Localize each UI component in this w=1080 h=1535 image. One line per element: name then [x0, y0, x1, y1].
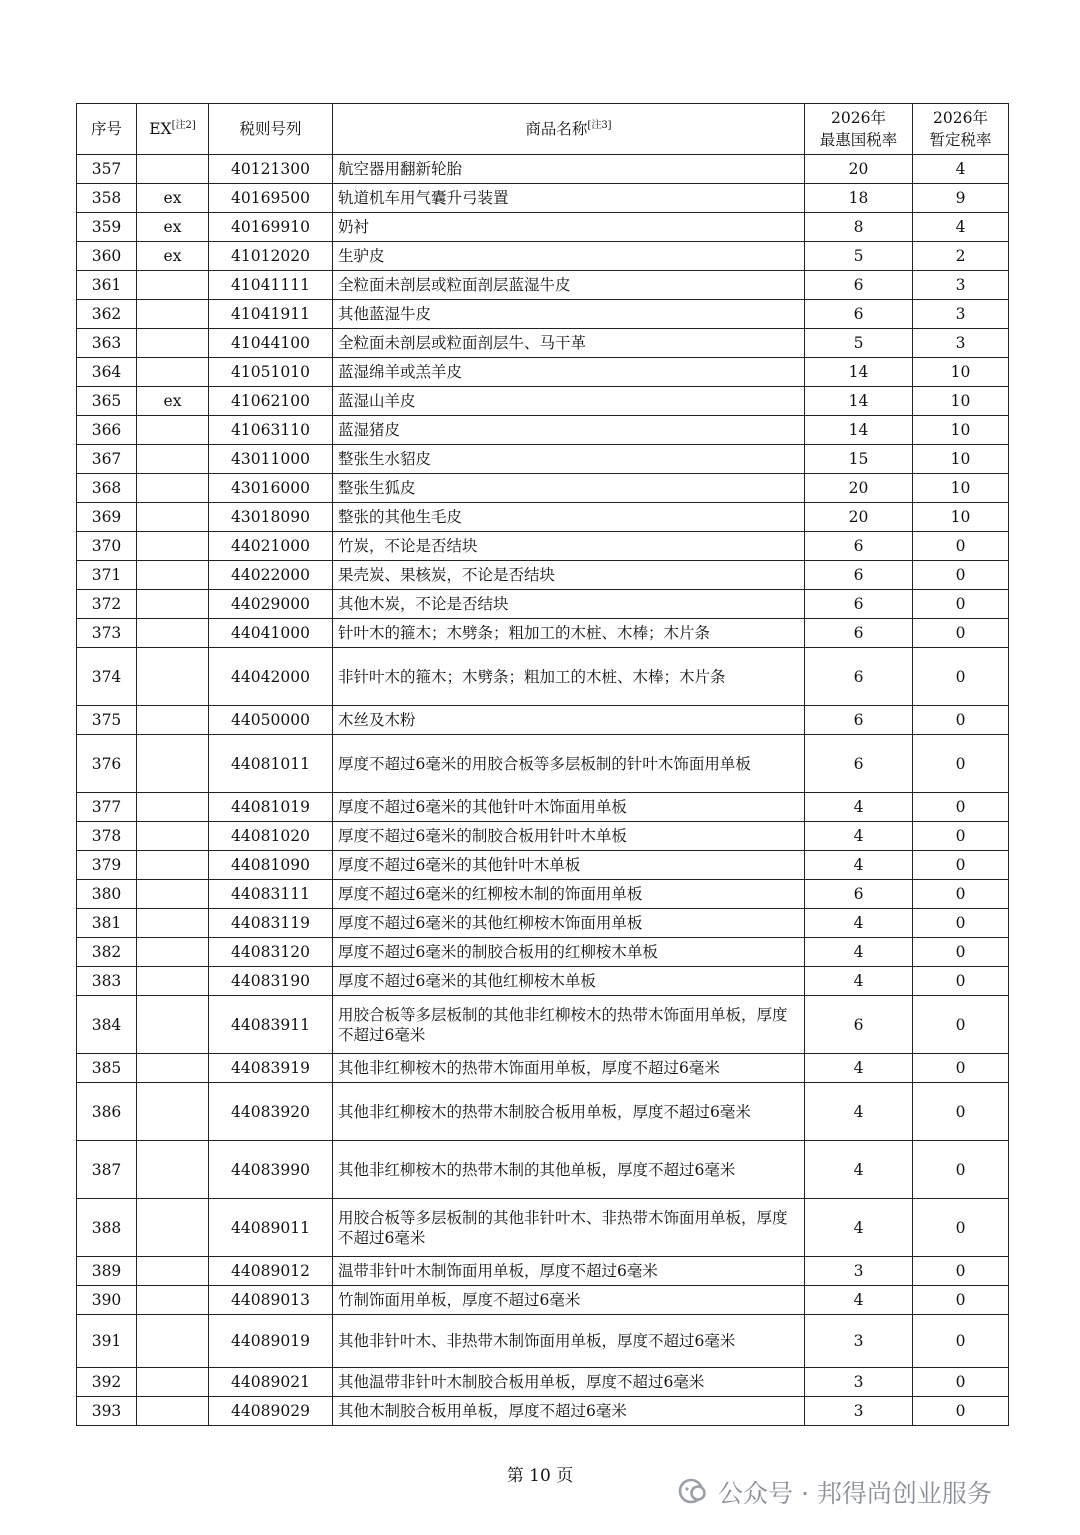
- cell-provisional-rate: 0: [913, 1199, 1009, 1257]
- table-row: [77, 503, 1009, 532]
- cell-code: 41041911: [209, 300, 333, 329]
- table-row: [77, 474, 1009, 503]
- cell-ex: [137, 1397, 209, 1426]
- table-row: [77, 213, 1009, 242]
- ex-note: [注2]: [171, 120, 196, 131]
- cell-ex: [137, 271, 209, 300]
- cell-index: 386: [77, 1083, 137, 1141]
- header-mfn-rate: 2026年 最惠国税率: [805, 104, 913, 155]
- cell-name: 航空器用翻新轮胎: [333, 155, 805, 184]
- cell-index: 367: [77, 445, 137, 474]
- cell-provisional-rate: 0: [913, 1054, 1009, 1083]
- header-row: [77, 104, 1009, 155]
- cell-index: 357: [77, 155, 137, 184]
- cell-index: 371: [77, 561, 137, 590]
- cell-code: 44083919: [209, 1054, 333, 1083]
- cell-provisional-rate: 4: [913, 155, 1009, 184]
- cell-ex: [137, 880, 209, 909]
- cell-code: 44083190: [209, 967, 333, 996]
- cell-ex: [137, 1257, 209, 1286]
- cell-provisional-rate: 9: [913, 184, 1009, 213]
- table-row: [77, 1083, 1009, 1141]
- cell-name: 针叶木的箍木；木劈条；粗加工的木桩、木棒；木片条: [333, 619, 805, 648]
- cell-index: 387: [77, 1141, 137, 1199]
- cell-code: 44081020: [209, 822, 333, 851]
- cell-name: 其他木制胶合板用单板，厚度不超过6毫米: [333, 1397, 805, 1426]
- cell-ex: [137, 155, 209, 184]
- cell-mfn-rate: 4: [805, 1286, 913, 1315]
- table-row: [77, 329, 1009, 358]
- cell-name: 厚度不超过6毫米的其他红柳桉木饰面用单板: [333, 909, 805, 938]
- cell-mfn-rate: 14: [805, 416, 913, 445]
- cell-mfn-rate: 6: [805, 735, 913, 793]
- cell-mfn-rate: 6: [805, 648, 913, 706]
- cell-mfn-rate: 6: [805, 300, 913, 329]
- cell-index: 368: [77, 474, 137, 503]
- table-row: [77, 619, 1009, 648]
- cell-ex: [137, 1083, 209, 1141]
- cell-mfn-rate: 4: [805, 1054, 913, 1083]
- cell-mfn-rate: 20: [805, 155, 913, 184]
- cell-index: 362: [77, 300, 137, 329]
- cell-provisional-rate: 0: [913, 706, 1009, 735]
- cell-index: 361: [77, 271, 137, 300]
- table-row: [77, 706, 1009, 735]
- cell-ex: [137, 532, 209, 561]
- cell-ex: [137, 822, 209, 851]
- cell-mfn-rate: 14: [805, 387, 913, 416]
- cell-name: 用胶合板等多层板制的其他非针叶木、非热带木饰面用单板，厚度不超过6毫米: [333, 1199, 805, 1257]
- cell-mfn-rate: 6: [805, 271, 913, 300]
- cell-index: 363: [77, 329, 137, 358]
- wechat-official-account-icon: [678, 1478, 710, 1506]
- header-ex: EX[注2]: [137, 104, 209, 155]
- cell-provisional-rate: 3: [913, 271, 1009, 300]
- table-row: [77, 938, 1009, 967]
- cell-code: 41012020: [209, 242, 333, 271]
- header-name: 商品名称[注3]: [333, 104, 805, 155]
- cell-name: 温带非针叶木制饰面用单板，厚度不超过6毫米: [333, 1257, 805, 1286]
- cell-ex: [137, 590, 209, 619]
- cell-name: 其他温带非针叶木制胶合板用单板，厚度不超过6毫米: [333, 1368, 805, 1397]
- cell-ex: [137, 1199, 209, 1257]
- table-row: [77, 1199, 1009, 1257]
- cell-ex: [137, 938, 209, 967]
- cell-mfn-rate: 4: [805, 909, 913, 938]
- table-row: [77, 561, 1009, 590]
- cell-code: 44089012: [209, 1257, 333, 1286]
- cell-provisional-rate: 10: [913, 416, 1009, 445]
- cell-ex: [137, 300, 209, 329]
- cell-mfn-rate: 8: [805, 213, 913, 242]
- cell-provisional-rate: 0: [913, 996, 1009, 1054]
- cell-index: 375: [77, 706, 137, 735]
- table-row: [77, 822, 1009, 851]
- cell-code: 44083990: [209, 1141, 333, 1199]
- cell-name: 生驴皮: [333, 242, 805, 271]
- table-row: [77, 1286, 1009, 1315]
- cell-code: 44021000: [209, 532, 333, 561]
- cell-ex: [137, 851, 209, 880]
- cell-mfn-rate: 4: [805, 1199, 913, 1257]
- cell-name: 其他非红柳桉木的热带木制胶合板用单板，厚度不超过6毫米: [333, 1083, 805, 1141]
- cell-code: 41062100: [209, 387, 333, 416]
- table-row: [77, 1397, 1009, 1426]
- cell-provisional-rate: 4: [913, 213, 1009, 242]
- cell-mfn-rate: 6: [805, 996, 913, 1054]
- cell-mfn-rate: 15: [805, 445, 913, 474]
- cell-name: 全粒面未剖层或粒面剖层蓝湿牛皮: [333, 271, 805, 300]
- cell-index: 379: [77, 851, 137, 880]
- watermark: [678, 1474, 992, 1510]
- table-row: [77, 793, 1009, 822]
- cell-name: 非针叶木的箍木；木劈条；粗加工的木桩、木棒；木片条: [333, 648, 805, 706]
- cell-code: 44081090: [209, 851, 333, 880]
- cell-name: 其他非红柳桉木的热带木饰面用单板，厚度不超过6毫米: [333, 1054, 805, 1083]
- table-row: [77, 590, 1009, 619]
- cell-name: 厚度不超过6毫米的制胶合板用针叶木单板: [333, 822, 805, 851]
- cell-name: 其他木炭，不论是否结块: [333, 590, 805, 619]
- cell-provisional-rate: 3: [913, 300, 1009, 329]
- cell-mfn-rate: 6: [805, 561, 913, 590]
- table-row: [77, 1368, 1009, 1397]
- table-row: [77, 358, 1009, 387]
- cell-name: 全粒面未剖层或粒面剖层牛、马干革: [333, 329, 805, 358]
- cell-provisional-rate: 0: [913, 1368, 1009, 1397]
- cell-code: 44089021: [209, 1368, 333, 1397]
- cell-ex: [137, 445, 209, 474]
- cell-index: 370: [77, 532, 137, 561]
- cell-index: 381: [77, 909, 137, 938]
- cell-code: 44022000: [209, 561, 333, 590]
- cell-provisional-rate: 0: [913, 967, 1009, 996]
- cell-ex: [137, 1286, 209, 1315]
- cell-provisional-rate: 0: [913, 822, 1009, 851]
- cell-mfn-rate: 4: [805, 1083, 913, 1141]
- cell-code: 41044100: [209, 329, 333, 358]
- cell-name: 厚度不超过6毫米的制胶合板用的红柳桉木单板: [333, 938, 805, 967]
- cell-code: 43011000: [209, 445, 333, 474]
- cell-index: 372: [77, 590, 137, 619]
- header-code: 税则号列: [209, 104, 333, 155]
- cell-provisional-rate: 0: [913, 938, 1009, 967]
- cell-ex: [137, 1141, 209, 1199]
- table-row: [77, 996, 1009, 1054]
- table-row: [77, 300, 1009, 329]
- cell-index: 392: [77, 1368, 137, 1397]
- cell-index: 359: [77, 213, 137, 242]
- cell-provisional-rate: 0: [913, 1286, 1009, 1315]
- cell-code: 44081019: [209, 793, 333, 822]
- cell-name: 竹炭，不论是否结块: [333, 532, 805, 561]
- cell-index: 380: [77, 880, 137, 909]
- header-index: 序号: [77, 104, 137, 155]
- cell-name: 其他蓝湿牛皮: [333, 300, 805, 329]
- cell-provisional-rate: 0: [913, 909, 1009, 938]
- cell-code: 44089013: [209, 1286, 333, 1315]
- cell-mfn-rate: 3: [805, 1315, 913, 1368]
- cell-name: 蓝湿猪皮: [333, 416, 805, 445]
- cell-ex: [137, 967, 209, 996]
- cell-name: 木丝及木粉: [333, 706, 805, 735]
- cell-mfn-rate: 3: [805, 1368, 913, 1397]
- cell-index: 382: [77, 938, 137, 967]
- cell-index: 358: [77, 184, 137, 213]
- table-row: [77, 416, 1009, 445]
- cell-index: 378: [77, 822, 137, 851]
- cell-code: 44083120: [209, 938, 333, 967]
- cell-provisional-rate: 0: [913, 1397, 1009, 1426]
- cell-provisional-rate: 0: [913, 1083, 1009, 1141]
- cell-name: 其他非针叶木、非热带木制饰面用单板，厚度不超过6毫米: [333, 1315, 805, 1368]
- cell-name: 整张生狐皮: [333, 474, 805, 503]
- cell-mfn-rate: 4: [805, 793, 913, 822]
- cell-index: 388: [77, 1199, 137, 1257]
- cell-ex: [137, 1368, 209, 1397]
- cell-index: 373: [77, 619, 137, 648]
- cell-provisional-rate: 0: [913, 1141, 1009, 1199]
- cell-ex: ex: [137, 184, 209, 213]
- cell-provisional-rate: 0: [913, 561, 1009, 590]
- cell-code: 44083920: [209, 1083, 333, 1141]
- cell-code: 40169910: [209, 213, 333, 242]
- cell-mfn-rate: 6: [805, 619, 913, 648]
- cell-name: 厚度不超过6毫米的用胶合板等多层板制的针叶木饰面用单板: [333, 735, 805, 793]
- cell-mfn-rate: 6: [805, 880, 913, 909]
- cell-code: 44083911: [209, 996, 333, 1054]
- name-note: [注3]: [587, 120, 612, 131]
- cell-provisional-rate: 10: [913, 387, 1009, 416]
- cell-mfn-rate: 4: [805, 822, 913, 851]
- cell-ex: [137, 735, 209, 793]
- cell-code: 44081011: [209, 735, 333, 793]
- table-row: [77, 532, 1009, 561]
- cell-ex: [137, 996, 209, 1054]
- cell-code: 44050000: [209, 706, 333, 735]
- cell-code: 44083111: [209, 880, 333, 909]
- cell-name: 其他非红柳桉木的热带木制的其他单板，厚度不超过6毫米: [333, 1141, 805, 1199]
- cell-index: 376: [77, 735, 137, 793]
- cell-provisional-rate: 10: [913, 474, 1009, 503]
- cell-provisional-rate: 0: [913, 880, 1009, 909]
- table-row: [77, 155, 1009, 184]
- cell-ex: [137, 474, 209, 503]
- cell-mfn-rate: 5: [805, 329, 913, 358]
- cell-provisional-rate: 0: [913, 1315, 1009, 1368]
- cell-ex: [137, 793, 209, 822]
- cell-index: 391: [77, 1315, 137, 1368]
- cell-mfn-rate: 5: [805, 242, 913, 271]
- cell-ex: [137, 1054, 209, 1083]
- cell-mfn-rate: 4: [805, 851, 913, 880]
- cell-code: 41063110: [209, 416, 333, 445]
- cell-mfn-rate: 3: [805, 1397, 913, 1426]
- cell-name: 奶衬: [333, 213, 805, 242]
- cell-code: 44089011: [209, 1199, 333, 1257]
- cell-ex: [137, 503, 209, 532]
- table-row: [77, 880, 1009, 909]
- cell-ex: [137, 329, 209, 358]
- cell-ex: [137, 706, 209, 735]
- cell-name: 蓝湿山羊皮: [333, 387, 805, 416]
- cell-mfn-rate: 6: [805, 532, 913, 561]
- cell-provisional-rate: 0: [913, 851, 1009, 880]
- cell-code: 43016000: [209, 474, 333, 503]
- cell-code: 44041000: [209, 619, 333, 648]
- cell-code: 40169500: [209, 184, 333, 213]
- table-row: [77, 648, 1009, 706]
- cell-mfn-rate: 3: [805, 1257, 913, 1286]
- cell-mfn-rate: 4: [805, 967, 913, 996]
- cell-index: 360: [77, 242, 137, 271]
- cell-name: 竹制饰面用单板，厚度不超过6毫米: [333, 1286, 805, 1315]
- cell-mfn-rate: 20: [805, 474, 913, 503]
- cell-ex: [137, 909, 209, 938]
- table-row: [77, 271, 1009, 300]
- cell-index: 383: [77, 967, 137, 996]
- cell-name: 整张生水貂皮: [333, 445, 805, 474]
- table-row: [77, 735, 1009, 793]
- cell-code: 44029000: [209, 590, 333, 619]
- cell-mfn-rate: 4: [805, 938, 913, 967]
- cell-provisional-rate: 10: [913, 358, 1009, 387]
- table-row: [77, 242, 1009, 271]
- cell-index: 369: [77, 503, 137, 532]
- cell-provisional-rate: 0: [913, 735, 1009, 793]
- cell-mfn-rate: 4: [805, 1141, 913, 1199]
- page-number: 第 10 页: [506, 1466, 574, 1486]
- table-row: [77, 387, 1009, 416]
- cell-name: 用胶合板等多层板制的其他非红柳桉木的热带木饰面用单板，厚度不超过6毫米: [333, 996, 805, 1054]
- cell-ex: ex: [137, 387, 209, 416]
- table-row: [77, 184, 1009, 213]
- cell-index: 377: [77, 793, 137, 822]
- table-row: [77, 445, 1009, 474]
- cell-ex: [137, 561, 209, 590]
- cell-index: 374: [77, 648, 137, 706]
- table-row: [77, 1315, 1009, 1368]
- cell-provisional-rate: 0: [913, 532, 1009, 561]
- cell-provisional-rate: 0: [913, 619, 1009, 648]
- cell-code: 44089029: [209, 1397, 333, 1426]
- cell-provisional-rate: 10: [913, 445, 1009, 474]
- cell-code: 40121300: [209, 155, 333, 184]
- cell-provisional-rate: 0: [913, 590, 1009, 619]
- table-row: [77, 851, 1009, 880]
- cell-index: 364: [77, 358, 137, 387]
- cell-name: 蓝湿绵羊或羔羊皮: [333, 358, 805, 387]
- cell-mfn-rate: 6: [805, 590, 913, 619]
- cell-code: 44089019: [209, 1315, 333, 1368]
- cell-code: 43018090: [209, 503, 333, 532]
- cell-index: 385: [77, 1054, 137, 1083]
- cell-code: 41041111: [209, 271, 333, 300]
- cell-mfn-rate: 6: [805, 706, 913, 735]
- table-row: [77, 967, 1009, 996]
- cell-provisional-rate: 0: [913, 648, 1009, 706]
- cell-index: 393: [77, 1397, 137, 1426]
- cell-ex: [137, 416, 209, 445]
- cell-mfn-rate: 14: [805, 358, 913, 387]
- cell-name: 果壳炭、果核炭，不论是否结块: [333, 561, 805, 590]
- cell-code: 41051010: [209, 358, 333, 387]
- table-row: [77, 1054, 1009, 1083]
- table-row: [77, 1257, 1009, 1286]
- cell-name: 整张的其他生毛皮: [333, 503, 805, 532]
- cell-index: 366: [77, 416, 137, 445]
- cell-ex: [137, 358, 209, 387]
- cell-code: 44083119: [209, 909, 333, 938]
- cell-index: 384: [77, 996, 137, 1054]
- cell-mfn-rate: 20: [805, 503, 913, 532]
- watermark-text: 公众号 · 邦得尚创业服务: [718, 1479, 992, 1508]
- cell-name: 轨道机车用气囊升弓装置: [333, 184, 805, 213]
- cell-name: 厚度不超过6毫米的其他针叶木单板: [333, 851, 805, 880]
- tariff-table: [76, 103, 1009, 1426]
- cell-index: 389: [77, 1257, 137, 1286]
- cell-index: 365: [77, 387, 137, 416]
- cell-ex: [137, 648, 209, 706]
- cell-provisional-rate: 0: [913, 1257, 1009, 1286]
- table-row: [77, 1141, 1009, 1199]
- cell-ex: ex: [137, 213, 209, 242]
- cell-ex: [137, 1315, 209, 1368]
- cell-provisional-rate: 2: [913, 242, 1009, 271]
- cell-name: 厚度不超过6毫米的其他红柳桉木单板: [333, 967, 805, 996]
- cell-provisional-rate: 3: [913, 329, 1009, 358]
- cell-mfn-rate: 18: [805, 184, 913, 213]
- cell-ex: ex: [137, 242, 209, 271]
- cell-provisional-rate: 10: [913, 503, 1009, 532]
- cell-code: 44042000: [209, 648, 333, 706]
- cell-provisional-rate: 0: [913, 793, 1009, 822]
- cell-ex: [137, 619, 209, 648]
- header-provisional-rate: 2026年 暂定税率: [913, 104, 1009, 155]
- cell-name: 厚度不超过6毫米的红柳桉木制的饰面用单板: [333, 880, 805, 909]
- cell-index: 390: [77, 1286, 137, 1315]
- table-row: [77, 909, 1009, 938]
- cell-name: 厚度不超过6毫米的其他针叶木饰面用单板: [333, 793, 805, 822]
